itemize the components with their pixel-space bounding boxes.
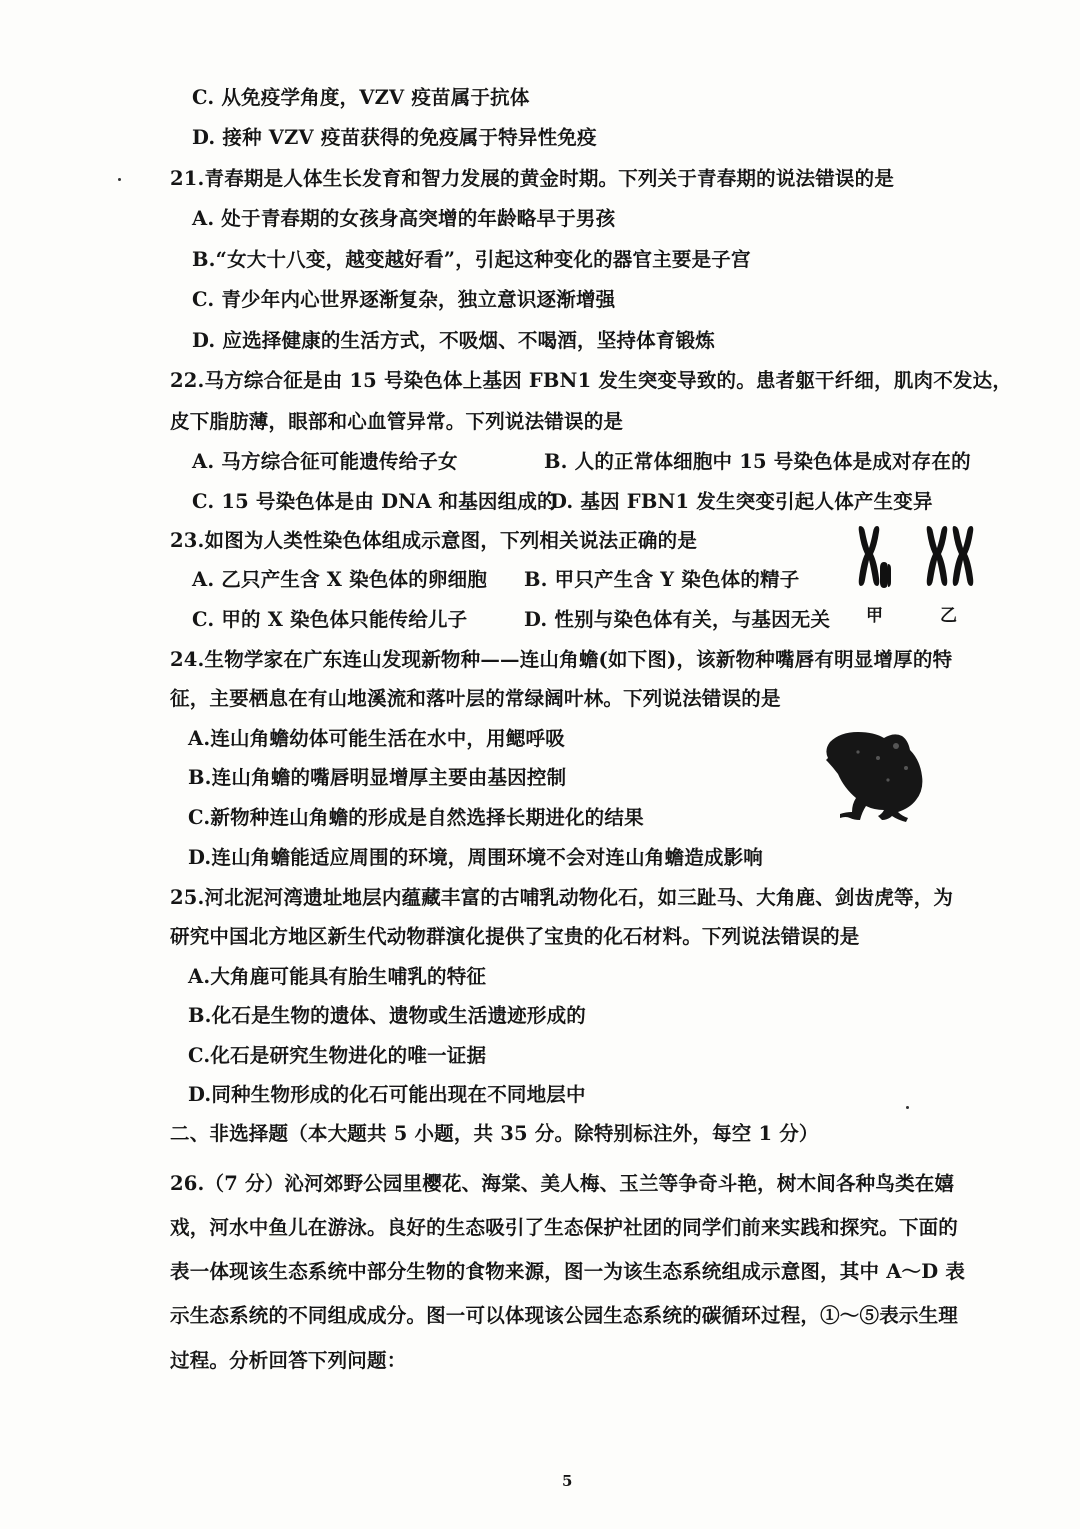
q24-option-b: B.连山角蟾的嘴唇明显增厚主要由基因控制 bbox=[188, 766, 567, 789]
q21-option-c: C. 青少年内心世界逐渐复杂，独立意识逐渐增强 bbox=[192, 288, 616, 311]
q23-stem: 23.如图为人类性染色体组成示意图，下列相关说法正确的是 bbox=[170, 529, 698, 552]
label-yi: 乙 bbox=[940, 606, 957, 626]
page-number: 5 bbox=[562, 1472, 573, 1490]
q22-stem-line1: 22.马方综合征是由 15 号染色体上基因 FBN1 发生突变导致的。患者躯干纤细，肌肉不发达， bbox=[170, 369, 1013, 392]
q25-option-d: D.同种生物形成的化石可能出现在不同地层中 bbox=[188, 1083, 586, 1106]
q23-option-a: A. 乙只产生含 X 染色体的卵细胞 bbox=[192, 568, 488, 591]
q26-line1: 26.（7 分）沁河郊野公园里樱花、海棠、美人梅、玉兰等争奇斗艳，树木间各种鸟类在嬉 bbox=[170, 1172, 955, 1195]
q24-option-a: A.连山角蟾幼体可能生活在水中，用鳃呼吸 bbox=[188, 727, 565, 750]
q22-option-b: B. 人的正常体细胞中 15 号染色体是成对存在的 bbox=[544, 450, 971, 473]
q22-option-c: C. 15 号染色体是由 DNA 和基因组成的 bbox=[192, 490, 557, 513]
q21-stem: 21.青春期是人体生长发育和智力发展的黄金时期。下列关于青春期的说法错误的是 bbox=[170, 167, 895, 190]
q24-option-c: C.新物种连山角蟾的形成是自然选择长期进化的结果 bbox=[188, 806, 644, 829]
q21-option-d: D. 应选择健康的生活方式，不吸烟、不喝酒，坚持体育锻炼 bbox=[192, 329, 715, 352]
q25-option-a: A.大角鹿可能具有胎生哺乳的特征 bbox=[188, 965, 487, 988]
q22-option-a: A. 马方综合征可能遗传给子女 bbox=[192, 450, 458, 473]
q23-option-c: C. 甲的 X 染色体只能传给儿子 bbox=[192, 608, 468, 631]
q23-option-b: B. 甲只产生含 Y 染色体的精子 bbox=[524, 568, 800, 591]
q26-line4: 示生态系统的不同组成成分。图一可以体现该公园生态系统的碳循环过程，①～⑤表示生理 bbox=[170, 1304, 959, 1327]
q25-stem-line2: 研究中国北方地区新生代动物群演化提供了宝贵的化石材料。下列说法错误的是 bbox=[170, 925, 860, 948]
q22-option-d: D. 基因 FBN1 发生突变引起人体产生变异 bbox=[550, 490, 933, 513]
q20-option-d: D. 接种 VZV 疫苗获得的免疫属于特异性免疫 bbox=[192, 126, 597, 149]
q23-option-d: D. 性别与染色体有关，与基因无关 bbox=[524, 608, 831, 631]
q22-stem-line2: 皮下脂肪薄，眼部和心血管异常。下列说法错误的是 bbox=[170, 410, 624, 433]
q26-line3: 表一体现该生态系统中部分生物的食物来源，图一为该生态系统组成示意图，其中 A～D 表 bbox=[170, 1260, 966, 1283]
lianshan-toad-image bbox=[818, 728, 930, 832]
section-2-heading: 二、非选择题（本大题共 5 小题，共 35 分。除特别标注外，每空 1 分） bbox=[170, 1122, 819, 1145]
label-jia: 甲 bbox=[866, 606, 883, 626]
q24-option-d: D.连山角蟾能适应周围的环境，周围环境不会对连山角蟾造成影响 bbox=[188, 846, 764, 869]
jia-x-chromosome bbox=[859, 526, 880, 586]
q25-stem-line1: 25.河北泥河湾遗址地层内蕴藏丰富的古哺乳动物化石，如三趾马、大角鹿、剑齿虎等，为 bbox=[170, 886, 954, 909]
q25-option-b: B.化石是生物的遗体、遗物或生活遗迹形成的 bbox=[188, 1004, 586, 1027]
yi-x-chromosome-2 bbox=[953, 526, 974, 586]
q24-stem-line1: 24.生物学家在广东连山发现新物种——连山角蟾(如下图)，该新物种嘴唇有明显增厚的特 bbox=[170, 648, 953, 671]
q21-option-a: A. 处于青春期的女孩身高突增的年龄略早于男孩 bbox=[192, 207, 616, 230]
q24-stem-line2: 征，主要栖息在有山地溪流和落叶层的常绿阔叶林。下列说法错误的是 bbox=[170, 687, 781, 710]
jia-y-chromosome bbox=[880, 562, 891, 588]
q26-line5: 过程。分析回答下列问题： bbox=[170, 1349, 407, 1372]
sex-chromosome-figure bbox=[852, 522, 980, 594]
q20-option-c: C. 从免疫学角度，VZV 疫苗属于抗体 bbox=[192, 86, 530, 109]
q25-option-c: C.化石是研究生物进化的唯一证据 bbox=[188, 1044, 487, 1067]
scan-speck bbox=[118, 178, 121, 181]
q26-line2: 戏，河水中鱼儿在游泳。良好的生态吸引了生态保护社团的同学们前来实践和探究。下面的 bbox=[170, 1216, 959, 1239]
scan-speck bbox=[906, 1106, 909, 1109]
yi-x-chromosome-1 bbox=[927, 526, 948, 586]
q21-option-b: B.“女大十八变，越变越好看”，引起这种变化的器官主要是子宫 bbox=[192, 248, 751, 271]
